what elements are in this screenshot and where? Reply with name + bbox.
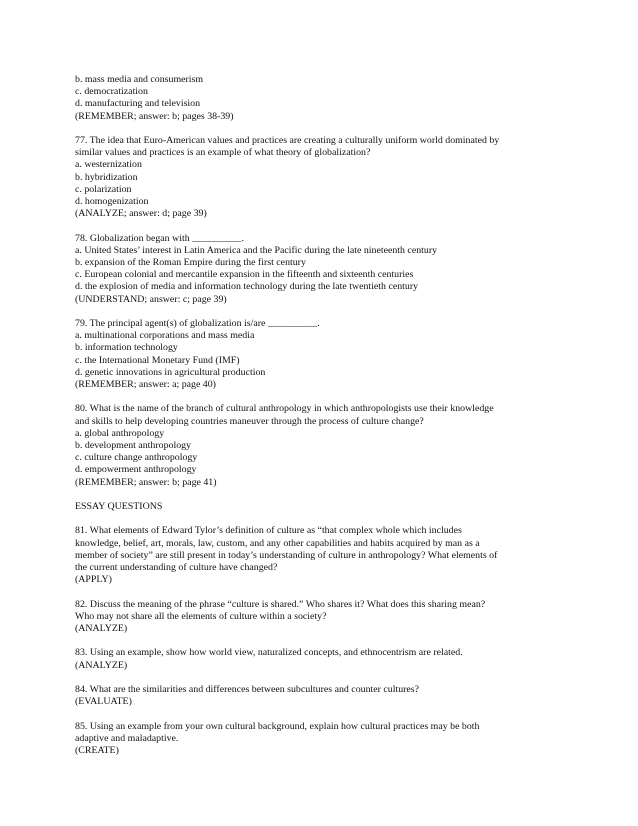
document-text [75, 74, 565, 757]
answer-key-line: (CREATE) [75, 745, 119, 757]
choice-line: b. development anthropology [75, 440, 192, 452]
choice-line: c. polarization [75, 183, 132, 195]
blank-line [75, 635, 565, 647]
choice-line: d. empowerment anthropology [75, 464, 197, 476]
text-line: Who may not share all the elements of culture within a society? [75, 610, 327, 622]
choice-line: d. homogenization [75, 196, 149, 208]
question-line: 83. Using an example, show how world view, naturalized concepts, and ethnocentrism are related. [75, 647, 463, 659]
choice-line: c. the International Monetary Fund (IMF) [75, 354, 240, 366]
choice-line: a. westernization [75, 159, 142, 171]
blank-line [75, 306, 565, 318]
blank-line [75, 220, 565, 232]
question-line: 84. What are the similarities and differences between subcultures and counter cultures? [75, 684, 420, 696]
section-heading: ESSAY QUESTIONS [75, 501, 163, 513]
question-line: 78. Globalization began with __________. [75, 232, 244, 244]
blank-line [75, 672, 565, 684]
choice-line: c. European colonial and mercantile expansion in the fifteenth and sixteenth centuries [75, 269, 414, 281]
choice-line: b. information technology [75, 342, 178, 354]
text-line: member of society” are still present in today’s understanding of culture in anthropology? What elements of [75, 549, 498, 561]
choice-line: b. expansion of the Roman Empire during the first century [75, 257, 306, 269]
choice-line: a. United States’ interest in Latin America and the Pacific during the late nineteenth century [75, 244, 438, 256]
choice-line: a. global anthropology [75, 427, 165, 439]
answer-key-line: (REMEMBER; answer: b; page 41) [75, 476, 217, 488]
question-line: 82. Discuss the meaning of the phrase “culture is shared.” Who shares it? What does this sharing mean? [75, 598, 486, 610]
question-line: 80. What is the name of the branch of cultural anthropology in which anthropologists use their knowledge [75, 403, 494, 415]
choice-line: d. genetic innovations in agricultural production [75, 366, 266, 378]
answer-key-line: (EVALUATE) [75, 696, 132, 708]
choice-line: c. democratization [75, 86, 148, 98]
choice-line: c. culture change anthropology [75, 452, 198, 464]
choice-line: b. mass media and consumerism [75, 74, 204, 85]
text-line: knowledge, belief, art, morals, law, custom, and any other capabilities and habits acquired by man as a [75, 537, 480, 549]
answer-key-line: (ANALYZE; answer: d; page 39) [75, 208, 207, 220]
blank-line [75, 513, 565, 525]
question-line: 79. The principal agent(s) of globalization is/are __________. [75, 318, 320, 330]
choice-line: b. hybridization [75, 171, 138, 183]
choice-line: d. the explosion of media and information technology during the late twentieth century [75, 281, 419, 293]
text-line: similar values and practices is an example of what theory of globalization? [75, 147, 371, 159]
answer-key-line: (REMEMBER; answer: b; pages 38-39) [75, 110, 234, 122]
question-line: 85. Using an example from your own cultural background, explain how cultural practices may be both [75, 720, 480, 732]
text-line: and skills to help developing countries maneuver through the process of culture change? [75, 415, 424, 427]
blank-line [75, 708, 565, 720]
question-line: 77. The idea that Euro-American values and practices are creating a culturally uniform world dominated by [75, 135, 500, 146]
choice-line: a. multinational corporations and mass media [75, 330, 255, 342]
answer-key-line: (APPLY) [75, 574, 112, 586]
answer-key-line: (ANALYZE) [75, 623, 128, 635]
blank-line [75, 489, 565, 501]
answer-key-line: (REMEMBER; answer: a; page 40) [75, 379, 216, 391]
answer-key-line: (UNDERSTAND; answer: c; page 39) [75, 293, 227, 305]
text-line: the current understanding of culture have changed? [75, 562, 278, 574]
blank-line [75, 586, 565, 598]
text-line: adaptive and maladaptive. [75, 732, 179, 744]
question-line: 81. What elements of Edward Tylor’s definition of culture as “that complex whole which includes [75, 525, 462, 537]
answer-key-line: (ANALYZE) [75, 659, 128, 671]
blank-line [75, 123, 565, 135]
choice-line: d. manufacturing and television [75, 98, 201, 110]
blank-line [75, 391, 565, 403]
